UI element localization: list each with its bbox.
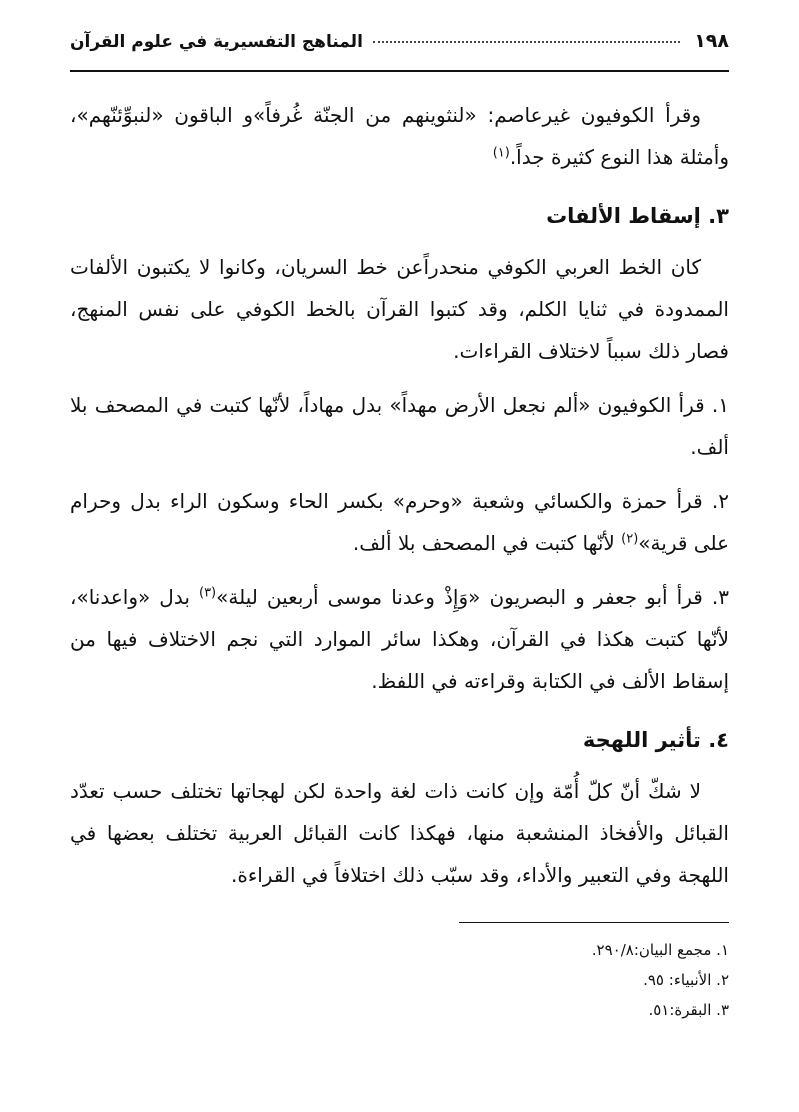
page-number: ١٩٨ xyxy=(694,30,729,52)
footnote-3: ٣. البقرة:٥١. xyxy=(648,1001,729,1019)
header-dot-leader xyxy=(373,41,680,43)
footnotes-list xyxy=(70,935,729,1025)
section-heading-dialect-influence: ٤. تأثير اللهجة xyxy=(582,728,729,752)
section3-item-1: ١. قرأ الكوفيون «ألم نجعل الأرض مهداً» بدل مهاداً، لأنّها كتبت في المصحف بلا ألف. xyxy=(70,393,729,459)
footnote-ref-2[interactable]: (٢) xyxy=(621,531,639,547)
running-header-title: المناهج التفسيرية في علوم القرآن xyxy=(70,32,363,52)
section-heading-dropping-alifs: ٣. إسقاط الألفات xyxy=(546,204,729,228)
section4-paragraph: لا شكّ أنّ كلّ أُمّة وإن كانت ذات لغة واحدة لكن لهجاتها تختلف حسب تعدّد القبائل والأفخاذ المنشعبة منها، فهكذا كانت القبائل العربية تختلف بعضها في اللهجة وفي التعبير والأداء، وقد سبّب ذلك اختلافاً في القراءة. xyxy=(70,779,729,887)
section3-item-2 xyxy=(70,480,729,564)
section3-item-2-text: ٢. قرأ حمزة والكسائي وشعبة «وحرم» بكسر الحاء وسكون الراء بدل وحرام على قرية» xyxy=(70,489,729,555)
section3-item-2-tail: لأنّها كتبت في المصحف بلا ألف. xyxy=(352,531,622,555)
intro-text: وقرأ الكوفيون غيرعاصم: «لنثوينهم من الجنّة غُرفاً»و الباقون «لنبوِّئنّهم»، وأمثلة هذا النوع كثيرة جداً. xyxy=(70,103,729,169)
book-page xyxy=(70,30,729,1112)
body-text xyxy=(70,94,729,896)
footnote-ref-3[interactable]: (٣) xyxy=(198,585,217,601)
running-header xyxy=(70,30,729,72)
footnote-2: ٢. الأنبياء: ٩٥. xyxy=(643,971,729,989)
footnote-1: ١. مجمع البيان:٢٩٠/٨. xyxy=(591,941,729,959)
footnote-divider xyxy=(459,922,729,923)
section3-paragraph: كان الخط العربي الكوفي منحدراًعن خط السريان، وكانوا لا يكتبون الألفات الممدودة في ثنايا الكلم، وقد كتبوا القرآن بالخط الكوفي على نفس المنهج، فصار ذلك سبباً لاختلاف القراءات. xyxy=(70,255,729,363)
section3-item-3-text: ٣. قرأ أبو جعفر و البصريون «وَإِذْ وعدنا موسى أربعين ليلة» xyxy=(216,585,730,609)
intro-paragraph xyxy=(70,94,729,178)
footnote-ref-1[interactable]: (١) xyxy=(492,145,510,161)
section3-item-3 xyxy=(70,576,729,702)
section3-item-3-tail: بدل «واعدنا»، لأنّها كتبت هكذا في القرآن، وهكذا سائر الموارد التي نجم الاختلاف فيها من إسقاط الألف في الكتابة وقراءته في اللفظ. xyxy=(70,585,729,693)
